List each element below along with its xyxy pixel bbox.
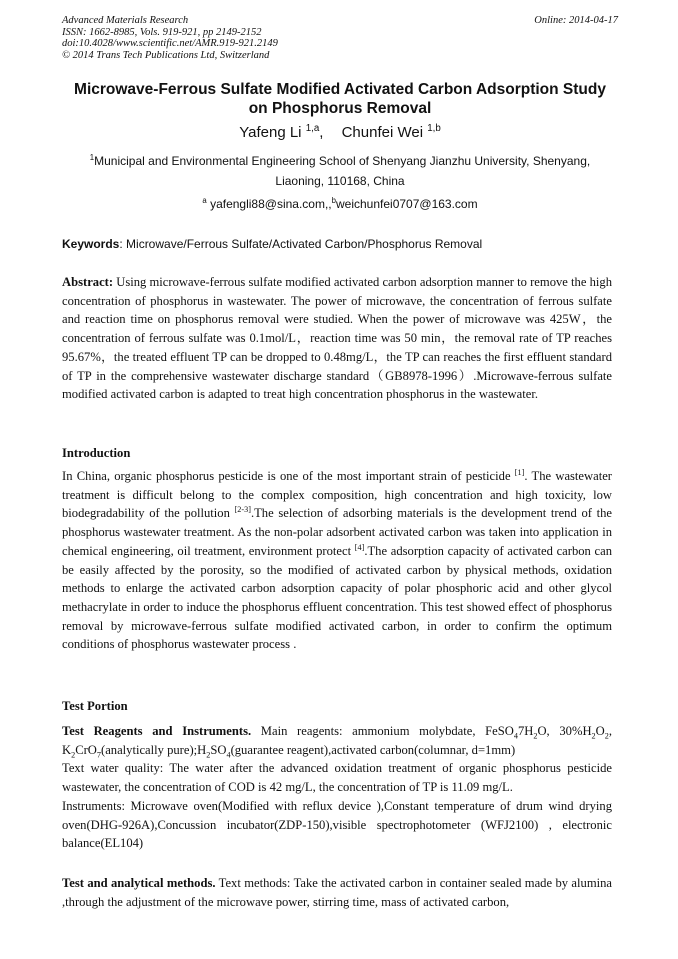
title-line-1: Microwave-Ferrous Sulfate Modified Activated Carbon Adsorption Study [74,81,606,98]
email-line [62,196,618,212]
formula-subscript: 2 [604,731,609,741]
reagents-paragraph [62,722,612,759]
keywords-label: Keywords [62,237,120,251]
water-quality-paragraph: Text water quality: The water after the advanced oxidation treatment of organic phosphorus pesticide wastewater, the concentration of COD is 42 mg/L, the concentration of TP is 11.09 mg/L. [62,761,612,795]
formula-subscript: 4 [226,750,231,760]
citation-2: [2-3] [234,505,251,515]
formula-subscript: 2 [591,731,596,741]
test-reagents-block [62,722,612,853]
email-mark-b: b [331,196,336,205]
reagents-text: O [595,724,605,738]
methods-paragraph [62,874,612,911]
citation-3: [4] [354,542,365,552]
citation-1: [1] [514,467,525,477]
email-mark-a: a [202,196,207,205]
intro-text-4: .The adsorption capacity of activated carbon can be easily affected by the porosity, so the modified of activated carbon by physical methods, oxidation methods to enlarge the activated carbon adsorption capacity of polar phosphoric acid and other glycol methacrylate in order to induce the phosphorus effluent concentration. This test showed effect of phosphorus removal by microwave-ferrous sulfate modified activated carbon, in order to confirm the optimum conditions of phosphorus wastewater process . [62,543,613,652]
paper-title [62,80,618,118]
introduction-heading: Introduction [62,446,131,460]
email-a: yafengli88@sina.com,, [206,197,332,211]
reagents-text: O, 30%H [537,724,592,738]
abstract-label: Abstract: [62,275,114,289]
keywords-text: : Microwave/Ferrous Sulfate/Activated Carbon/Phosphorus Removal [119,237,483,251]
formula-subscript: 2 [71,750,76,760]
title-line-2: on Phosphorus Removal [248,100,432,117]
reagents-label: Test Reagents and Instruments. [62,724,252,738]
methods-text: Text methods: Take the activated carbon in container sealed made by alumina ,through the adjustment of the microwave power, stirring time, mass of activated carbon, [62,876,612,909]
reagents-text: SO [210,742,227,757]
journal-name: Advanced Materials Research [62,15,189,26]
keywords [62,236,618,252]
test-portion-heading: Test Portion [62,699,128,713]
author-affil-1: 1,a [305,123,320,134]
reagents-text: Main reagents: ammonium molybdate, FeSO [251,724,514,738]
formula-subscript: 2 [533,731,538,741]
affiliation-line-1: Municipal and Environmental Engineering School of Shenyang Jianzhu University, Shenyang, [94,154,591,168]
instruments-paragraph: Instruments: Microwave oven(Modified with reflux device ),Constant temperature of drum wind drying oven(DHG-926A),Concussion incubator(ZDP-150),visible spectrophotometer (WFJ2100) , electronic balance(EL104) [62,798,612,851]
reagents-text: (analytically pure);H [101,742,207,757]
email-b: weichunfei0707@163.com [336,197,478,211]
reagents-text: , K [62,724,612,757]
intro-text-3: .The selection of adsorbing materials is the development trend of the phosphorus wastewater treatment. As the non-polar adsorbent activated carbon was taken into application in chemical engineering, oil treatment, environment protect [62,506,612,558]
abstract [62,273,612,404]
affiliation-line-2: Liaoning, 110168, China [275,174,405,188]
journal-header [62,15,618,61]
methods-label: Test and analytical methods. [62,876,216,890]
reagents-text: (guarantee reagent),activated carbon(columnar, d=1mm) [230,742,516,757]
intro-text-2: . The wastewater treatment is difficult belong to the complex composition, high concentration and high toxicity, low biodegradability of the pollution [62,469,612,521]
formula-subscript: 7 [96,750,101,760]
doi-line: doi:10.4028/www.scientific.net/AMR.919-921.2149 [62,38,278,49]
intro-text-1: In China, organic phosphorus pesticide is one of the most important strain of pesticide [62,469,515,483]
affiliation [62,151,618,191]
author-name-1: Yafeng Li [239,124,302,141]
copyright-line: © 2014 Trans Tech Publications Ltd, Switzerland [62,49,270,61]
formula-subscript: 4 [513,731,518,741]
author-name-2: Chunfei Wei [341,124,424,141]
author-separator: , [319,124,324,141]
abstract-text: Using microwave-ferrous sulfate modified activated carbon adsorption manner to remove the high concentration of phosphorus in wastewater. The power of microwave, the concentration of ferrous sulfate and reaction time on phosphorus removal were studied. When the power of microwave was 425W，the concentration of ferrous sulfate was 0.1mol/L，reaction time was 50 min，the removal rate of TP reaches 95.67%，the treated effluent TP can be dropped to 0.48mg/L，the TP can reaches the first effluent standard of TP in the comprehensive wastewater discharge standard（GB8978-1996）.Microwave-ferrous sulfate modified activated carbon is adapted to treat high concentration phosphorus in the wastewater. [62,275,612,402]
issn-line: ISSN: 1662-8985, Vols. 919-921, pp 2149-2152 [62,26,262,38]
author-list [62,124,618,142]
author-affil-2: 1,b [427,123,441,134]
reagents-text: 7H [517,724,534,738]
formula-subscript: 2 [206,750,211,760]
reagents-text: CrO [75,742,97,757]
affiliation-mark: 1 [89,153,95,162]
online-date: Online: 2014-04-17 [534,15,618,26]
introduction-paragraph [62,467,612,654]
